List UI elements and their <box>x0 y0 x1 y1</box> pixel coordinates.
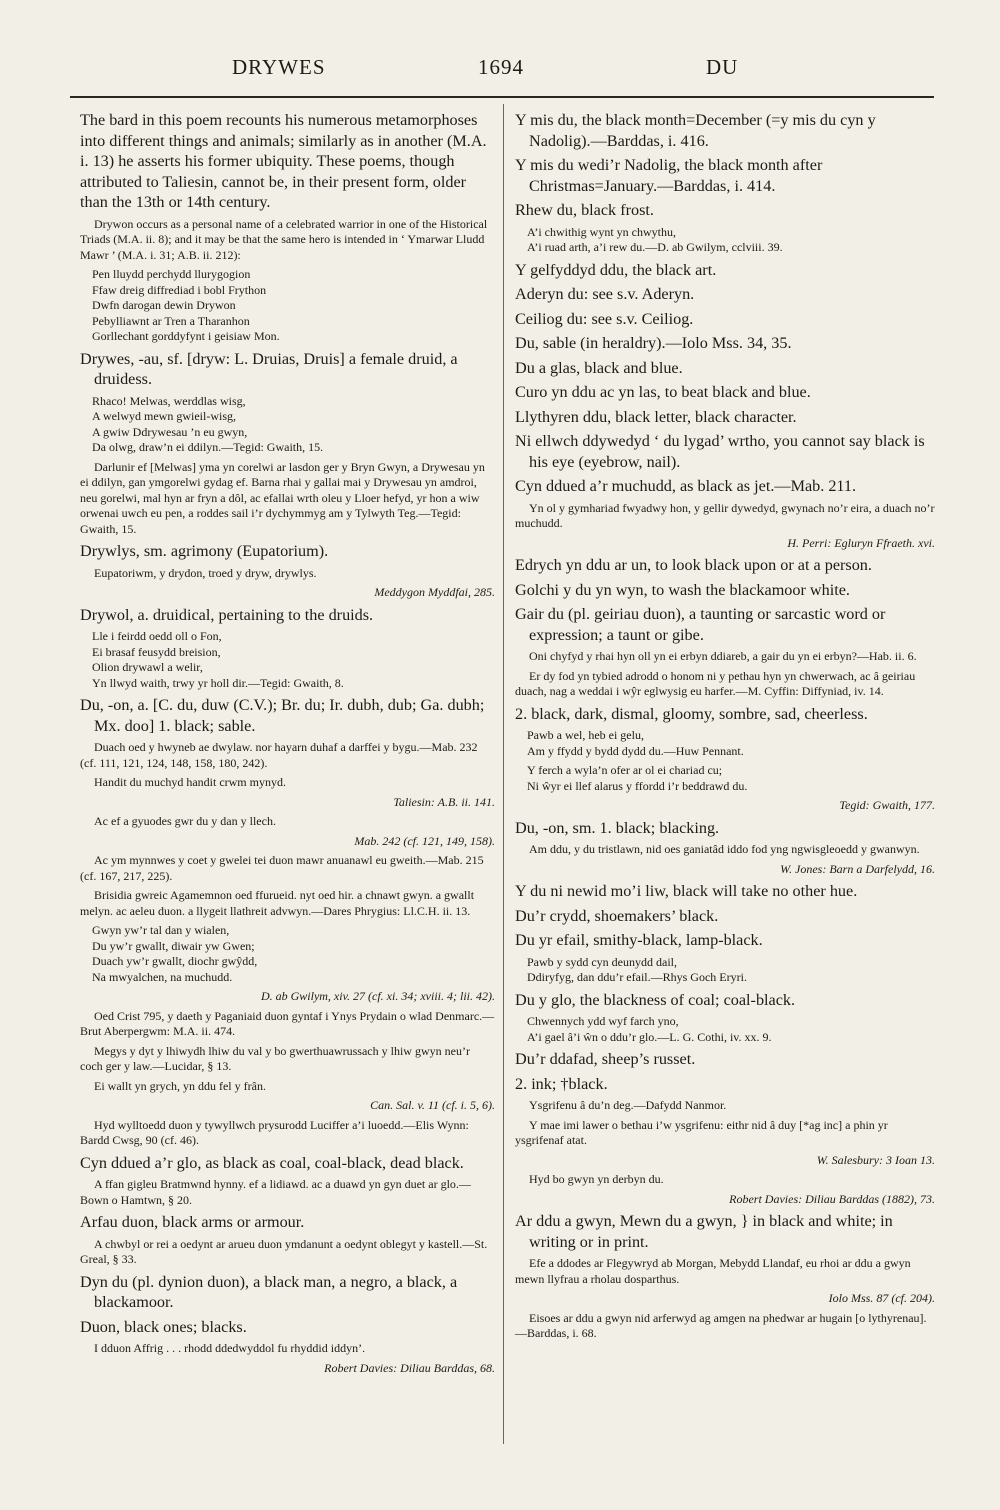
entry-headword-definition: Du’r ddafad, sheep’s russet. <box>515 1050 696 1068</box>
verse-line: Yn llwyd waith, trwy yr holl dir.—Tegid: Gwaith, 8. <box>92 675 344 690</box>
entry-headword-definition: Duon, black ones; blacks. <box>80 1317 247 1336</box>
quotation: Hyd bo gwyn yn derbyn du. <box>529 1172 664 1186</box>
right-column <box>515 110 935 1346</box>
verse-line: Gwyn yw’r tal dan y wialen, <box>92 923 230 937</box>
verse-line: Da olwg, draw’n ei ddilyn.—Tegid: Gwaith, 15. <box>92 440 324 454</box>
citation-source: Meddygon Myddfai, 285. <box>374 585 495 599</box>
citation-source: Robert Davies: Diliau Barddas, 68. <box>324 1360 495 1375</box>
entry-headword-definition: Du, sable (in heraldry).—Iolo Mss. 34, 35. <box>515 334 792 352</box>
verse-line: Dwfn darogan dewin Drywon <box>92 298 236 312</box>
verse-line: Pawb a wel, heb ei gelu, <box>527 728 644 742</box>
quotation: Ysgrifenu â du’n deg.—Dafydd Nanmor. <box>529 1098 727 1112</box>
quotation: I dduon Affrig . . . rhodd ddedwyddol fu rhyddid iddyn’. <box>94 1341 366 1355</box>
quotation: Efe a ddodes ar Flegywryd ab Morgan, Mebydd Llandaf, eu rhoi ar ddu a gwyn mewn llyfrau a rholau dosparthus. <box>515 1256 911 1286</box>
quotation: Ei wallt yn grych, yn ddu fel y frân. <box>94 1078 266 1093</box>
entry-headword-definition: Drywlys, sm. agrimony (Eupatorium). <box>80 542 329 560</box>
verse-line: A’i chwithig wynt yn chwythu, <box>527 224 676 239</box>
quotation: Brisidia gwreic Agamemnon oed ffurueid. nyt oed hir. a chnawt gwyn. a gwallt melyn. ac aeleu duon. a llygeit llathreit advwyn.—Dares Phrygius: Ll.C.H. ii. 13. <box>80 888 475 918</box>
entry-headword-definition: Du y glo, the blackness of coal; coal-black. <box>515 990 796 1009</box>
entry-headword-definition: Y mis du wedi’r Nadolig, the black month after Christmas=January.—Barddas, i. 414. <box>515 156 823 195</box>
quotation: Yn ol y gymhariad fwyadwy hon, y gellir dywedyd, gwynach no’r eira, a duach no’r muchudd. <box>515 500 935 530</box>
quotation: Duach oed y hwyneb ae dwylaw. nor hayarn duhaf a darffei y bygu.—Mab. 232 (cf. 111, 121, 124, 148, 158, 180, 242). <box>80 740 478 770</box>
entry-headword-definition: Drywes, -au, sf. [dryw: L. Druias, Druis] a female druid, a druidess. <box>80 349 458 388</box>
entry-headword-definition: Ar ddu a gwyn, Mewn du a gwyn, } in black and white; in writing or in print. <box>515 1212 893 1251</box>
header-left-word: DRYWES <box>232 55 326 79</box>
verse-line: Lle i feirdd oedd oll o Fon, <box>92 629 222 643</box>
left-column <box>80 110 495 1380</box>
entry-headword-definition: Du’r crydd, shoemakers’ black. <box>515 906 719 925</box>
entry-headword-definition: Y mis du, the black month=December (=y mis du cyn y Nadolig).—Barddas, i. 416. <box>515 111 876 150</box>
quotation: Am ddu, y du tristlawn, nid oes ganiatâd iddo fod yng ngwisgleoedd y gwanwyn. <box>529 842 920 856</box>
entry-headword-definition: Du a glas, black and blue. <box>515 358 683 377</box>
entry-headword-definition: Curo yn ddu ac yn las, to beat black and blue. <box>515 383 811 401</box>
column-divider <box>503 104 504 1444</box>
verse-quote <box>92 629 495 691</box>
entry-headword-definition: Cyn ddued a’r muchudd, as black as jet.—Mab. 211. <box>515 477 857 495</box>
quotation: Drywon occurs as a personal name of a celebrated warrior in one of the Historical Triads (M.A. ii. 8); and it may be that the same hero is intended in ‘ Ymarwar Lludd Mawr ’ (M.A. i. 31; A.B. ii. 212): <box>80 216 488 262</box>
quotation: Er dy fod yn tybied adrodd o honom ni y pethau hyn yn chwerwach, ac â geiriau duach, nag a weddai i wŷr eglwysig eu harfer.—M. Cyffin: Diffyniad, iv. 14. <box>515 668 916 698</box>
quotation: Eupatoriwm, y drydon, troed y dryw, drywlys. <box>94 565 317 580</box>
quotation: Oed Crist 795, y daeth y Paganiaid duon gyntaf i Ynys Prydain o wlad Denmarc.—Brut Aberpergwm: M.A. ii. 474. <box>80 1008 495 1038</box>
entry-headword-definition: Du yr efail, smithy-black, lamp-black. <box>515 931 763 949</box>
quotation: Oni chyfyd y rhai hyn oll yn ei erbyn ddiareb, a gair du yn ei erbyn?—Hab. ii. 6. <box>529 649 917 663</box>
quotation: Darlunir ef [Melwas] yma yn corelwi ar lasdon ger y Bryn Gwyn, a Drywesau yn ei ddilyn, gan ymgorelwi gydag ef. Barna rhai y gallai mai y Drywesau yn amdroi, neu gorelwi, mal hyn ar fryn a dôl, ac efallai wrth oleu y Lloer hefyd, yr hon a wiw orwenai uwch eu pen, a roddes sail i’r dychymmyg am y Tylwyth Teg.—Tegid: Gwaith, 15. <box>80 459 485 536</box>
verse-line: A welwyd mewn gwieil-wisg, <box>92 409 236 423</box>
entry-headword-definition: Edrych yn ddu ar un, to look black upon or at a person. <box>515 556 872 574</box>
entry-headword-definition: 2. black, dark, dismal, gloomy, sombre, sad, cheerless. <box>515 704 868 723</box>
verse-line: Ei brasaf feusydd breision, <box>92 644 221 659</box>
quotation: Ac ef a gyuodes gwr du y dan y llech. <box>94 814 276 828</box>
verse-line: Na mwyalchen, na muchudd. <box>92 969 233 984</box>
entry-headword-definition: Y du ni newid mo’i liw, black will take no other hue. <box>515 882 858 900</box>
entry-headword-definition: Golchi y du yn wyn, to wash the blackamoor white. <box>515 580 850 599</box>
quotation: Y mae imi lawer o bethau i’w ysgrifenu: eithr nid â duy [*ag inc] a phin yr ysgrifenaf atat. <box>515 1117 888 1147</box>
verse-line: Gorllechant gorddyfynt i geisiaw Mon. <box>92 329 280 343</box>
verse-quote <box>92 923 495 985</box>
quotation: A chwbyl or rei a oedynt ar arueu duon ymdanunt a oedynt oblegyt y kastell.—St. Greal, § 33. <box>80 1236 488 1266</box>
verse-line: Olion drywawl a welir, <box>92 660 203 674</box>
header-right-word: DU <box>706 55 739 79</box>
verse-line: Duach yw’r gwallt, diochr gwŷdd, <box>92 954 258 968</box>
entry-headword-definition: 2. ink; †black. <box>515 1074 608 1093</box>
entry-headword-definition: Du, -on, a. [C. du, duw (C.V.); Br. du; Ir. dubh, dub; Ga. dubh; Mx. doo] 1. black; sable. <box>80 696 485 735</box>
entry-headword-definition: Ni ellwch ddywedyd ‘ du lygad’ wrtho, you cannot say black is his eye (eyebrow, nail). <box>515 432 925 471</box>
verse-quote <box>527 225 935 256</box>
verse-quote <box>527 955 935 986</box>
header-rule <box>70 96 934 98</box>
entry-headword-definition: Ceiliog du: see s.v. Ceiliog. <box>515 309 694 328</box>
entry-headword-definition: Cyn ddued a’r glo, as black as coal, coal-black, dead black. <box>80 1153 464 1172</box>
citation-source: W. Salesbury: 3 Ioan 13. <box>816 1152 935 1167</box>
running-header <box>0 55 1000 89</box>
verse-line: Ffaw dreig diffrediad i bobl Frython <box>92 282 267 297</box>
quotation: Eisoes ar ddu a gwyn nid arferwyd ag amgen na phedwar ar hugain [o lythyrenau].—Barddas, i. 68. <box>515 1310 927 1340</box>
entry-headword-definition: Y gelfyddyd ddu, the black art. <box>515 260 717 279</box>
entry-headword-definition: Arfau duon, black arms or armour. <box>80 1213 305 1231</box>
verse-line: Du yw’r gwallt, diwair yw Gwen; <box>92 938 255 953</box>
citation-source: H. Perri: Egluryn Ffraeth. xvi. <box>787 535 935 550</box>
citation-source: Mab. 242 (cf. 121, 149, 158). <box>354 833 495 848</box>
verse-line: A gwiw Ddrywesau ’n eu gwyn, <box>92 424 248 439</box>
verse-line: A’i gael â’i ŵn o ddu’r glo.—L. G. Cothi, iv. xx. 9. <box>527 1029 772 1044</box>
quotation: Handit du muchyd handit crwm mynyd. <box>94 775 286 789</box>
verse-quote <box>92 267 495 345</box>
verse-line: Pebylliawnt ar Tren a Tharanhon <box>92 313 250 328</box>
verse-quote <box>527 1014 935 1045</box>
verse-line: Ddiryfyg, dan ddu’r efail.—Rhys Goch Eryri. <box>527 970 747 984</box>
entry-headword-definition: Rhew du, black frost. <box>515 201 654 219</box>
verse-line: Chwennych ydd wyf farch yno, <box>527 1014 679 1028</box>
citation-source: Taliesin: A.B. ii. 141. <box>393 794 495 809</box>
entry-headword-definition: Drywol, a. druidical, pertaining to the druids. <box>80 605 374 624</box>
entry-headword-definition: Dyn du (pl. dynion duon), a black man, a negro, a black, a blackamoor. <box>80 1272 458 1311</box>
citation-source: Robert Davies: Diliau Barddas (1882), 73. <box>729 1191 935 1206</box>
verse-line: Pen lluydd perchydd llurygogion <box>92 267 251 281</box>
entry-headword-definition: Du, -on, sm. 1. black; blacking. <box>515 818 720 837</box>
verse-quote <box>527 728 935 759</box>
body-paragraph: The bard in this poem recounts his numerous metamorphoses into different things and animals; similarly as in another (M.A. i. 13) he asserts his former ubiquity. These poems, though attributed to Taliesin, cannot be, in their present form, older than the 13th or 14th century. <box>80 111 487 211</box>
verse-line: A’i ruad arth, a’i rew du.—D. ab Gwilym, cclviii. 39. <box>527 240 783 254</box>
citation-source: Iolo Mss. 87 (cf. 204). <box>828 1291 935 1305</box>
citation-source: D. ab Gwilym, xiv. 27 (cf. xi. 34; xviii. 4; lii. 42). <box>260 989 495 1003</box>
verse-quote <box>527 763 935 794</box>
quotation: A ffan gigleu Bratmwnd hynny. ef a lidiawd. ac a duawd yn gyn duet ar glo.—Bown o Hamtwn, § 20. <box>80 1177 471 1207</box>
citation-source: Tegid: Gwaith, 177. <box>839 798 935 812</box>
verse-line: Am y ffydd y bydd dydd du.—Huw Pennant. <box>527 743 744 758</box>
verse-line: Pawb y sydd cyn deunydd dail, <box>527 954 677 969</box>
entry-headword-definition: Llythyren ddu, black letter, black character. <box>515 407 797 426</box>
citation-source: Can. Sal. v. 11 (cf. i. 5, 6). <box>370 1098 495 1112</box>
citation-source: W. Jones: Barn a Darfelydd, 16. <box>780 861 935 876</box>
verse-line: Ni ŵyr ei llef alarus y ffordd i’r beddrawd du. <box>527 778 748 793</box>
entry-headword-definition: Aderyn du: see s.v. Aderyn. <box>515 285 695 303</box>
quotation: Ac ym mynnwes y coet y gwelei tei duon mawr anuanawl eu gweith.—Mab. 215 (cf. 167, 217, 225). <box>80 853 484 883</box>
verse-line: Y ferch a wyla’n ofer ar ol ei chariad cu; <box>527 763 723 777</box>
page-number: 1694 <box>478 55 524 79</box>
quotation: Hyd wylltoedd duon y tywyllwch prysurodd Luciffer a’i luoedd.—Elis Wynn: Bardd Cwsg, 90 (cf. 46). <box>80 1117 469 1147</box>
verse-line: Rhaco! Melwas, werddlas wisg, <box>92 393 246 408</box>
entry-headword-definition: Gair du (pl. geiriau duon), a taunting or sarcastic word or expression; a taunt or gibe. <box>515 605 886 644</box>
quotation: Megys y dyt y lhiwydh lhiw du val y bo gwerthuawrussach y lhiw gwyn neu’r coch ger y law.—Lucidar, § 13. <box>80 1043 470 1073</box>
verse-quote <box>92 394 495 456</box>
